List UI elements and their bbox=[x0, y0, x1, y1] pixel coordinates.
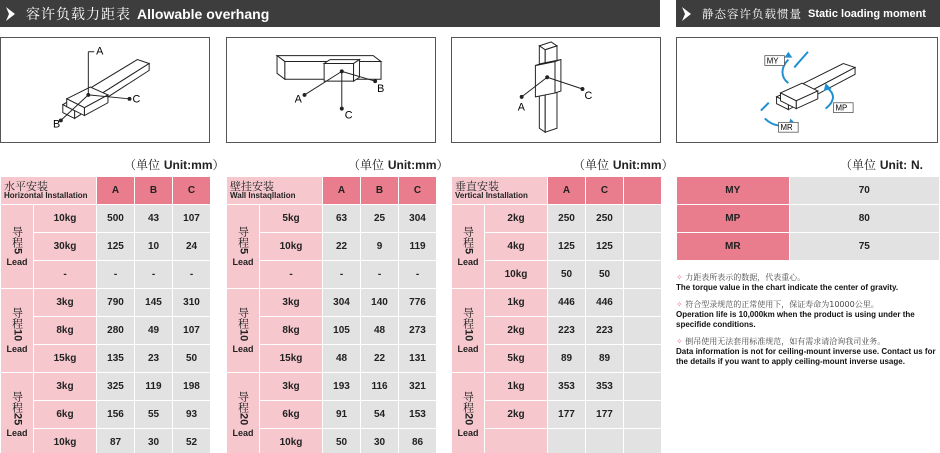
value-cell: 156 bbox=[97, 401, 135, 429]
label-b: B bbox=[52, 118, 61, 131]
value-cell: 63 bbox=[323, 205, 361, 233]
table-row bbox=[452, 289, 662, 317]
load-cell: 8kg bbox=[34, 317, 97, 345]
value-cell: 24 bbox=[173, 233, 211, 261]
label-c: C bbox=[584, 89, 593, 102]
chevron-right-icon bbox=[676, 0, 698, 27]
label-c: C bbox=[132, 93, 141, 106]
label-b: B bbox=[377, 82, 385, 95]
value-cell: 48 bbox=[361, 317, 399, 345]
column-header-c: C bbox=[399, 177, 437, 205]
value-cell: 119 bbox=[399, 233, 437, 261]
value-cell: 223 bbox=[548, 317, 586, 345]
lead-label: 导程 5 Lead bbox=[227, 205, 260, 289]
value-cell: 43 bbox=[135, 205, 173, 233]
moment-name-cell: MP bbox=[677, 205, 790, 233]
load-cell: 6kg bbox=[260, 401, 323, 429]
value-cell: 107 bbox=[173, 205, 211, 233]
value-cell: 153 bbox=[399, 401, 437, 429]
empty-cell bbox=[624, 261, 662, 289]
value-cell: 223 bbox=[586, 317, 624, 345]
value-cell: 125 bbox=[97, 233, 135, 261]
value-cell: 50 bbox=[586, 261, 624, 289]
static-moment-banner bbox=[676, 0, 940, 27]
lead-label: 导程 10 Lead bbox=[1, 289, 34, 373]
value-cell: 131 bbox=[399, 345, 437, 373]
value-cell: 280 bbox=[97, 317, 135, 345]
label-a: A bbox=[517, 101, 525, 114]
value-cell: 89 bbox=[586, 345, 624, 373]
star-icon: ✧ bbox=[676, 273, 683, 282]
label-my: MY bbox=[766, 56, 779, 66]
lead-label: 导程 5 Lead bbox=[1, 205, 34, 289]
value-cell: - bbox=[399, 261, 437, 289]
label-a: A bbox=[294, 93, 302, 106]
load-cell: 15kg bbox=[34, 345, 97, 373]
value-cell: 250 bbox=[548, 205, 586, 233]
label-a: A bbox=[96, 45, 104, 58]
load-cell: - bbox=[260, 261, 323, 289]
value-cell: 55 bbox=[135, 401, 173, 429]
horizontal-install-diagram bbox=[0, 37, 210, 143]
load-cell bbox=[485, 429, 548, 453]
value-cell: 89 bbox=[548, 345, 586, 373]
value-cell: - bbox=[97, 261, 135, 289]
load-cell: 2kg bbox=[485, 401, 548, 429]
value-cell: 49 bbox=[135, 317, 173, 345]
value-cell: 86 bbox=[399, 429, 437, 453]
value-cell: 273 bbox=[399, 317, 437, 345]
value-cell bbox=[586, 429, 624, 453]
column-header-b: B bbox=[135, 177, 173, 205]
moment-diagram bbox=[676, 37, 938, 143]
value-cell: 87 bbox=[97, 429, 135, 453]
value-cell: - bbox=[361, 261, 399, 289]
column-header-a: A bbox=[323, 177, 361, 205]
load-cell: 30kg bbox=[34, 233, 97, 261]
value-cell: 140 bbox=[361, 289, 399, 317]
load-cell: 4kg bbox=[485, 233, 548, 261]
value-cell: 135 bbox=[97, 345, 135, 373]
value-cell: 10 bbox=[135, 233, 173, 261]
banner-title-en: Static loading moment bbox=[808, 7, 926, 20]
value-cell: 353 bbox=[586, 373, 624, 401]
empty-cell bbox=[624, 289, 662, 317]
moment-value-cell: 70 bbox=[789, 177, 939, 205]
load-cell: 2kg bbox=[485, 205, 548, 233]
vertical-install-diagram bbox=[451, 37, 661, 143]
value-cell: 198 bbox=[173, 373, 211, 401]
value-cell: - bbox=[135, 261, 173, 289]
value-cell: 250 bbox=[586, 205, 624, 233]
value-cell: - bbox=[323, 261, 361, 289]
horizontal-installation-table bbox=[0, 176, 211, 453]
allowable-overhang-banner bbox=[0, 0, 660, 27]
column-header-c: C bbox=[173, 177, 211, 205]
value-cell: 119 bbox=[135, 373, 173, 401]
load-cell: 3kg bbox=[34, 373, 97, 401]
value-cell: 105 bbox=[323, 317, 361, 345]
load-cell: 10kg bbox=[34, 429, 97, 453]
column-header-c: C bbox=[586, 177, 624, 205]
load-cell: 1kg bbox=[485, 289, 548, 317]
load-cell: 5kg bbox=[485, 345, 548, 373]
column-header-a: A bbox=[97, 177, 135, 205]
value-cell: 446 bbox=[548, 289, 586, 317]
table-row bbox=[677, 233, 940, 261]
moment-value-cell: 80 bbox=[789, 205, 939, 233]
value-cell: 446 bbox=[586, 289, 624, 317]
value-cell: 116 bbox=[361, 373, 399, 401]
value-cell: 790 bbox=[97, 289, 135, 317]
moment-name-cell: MY bbox=[677, 177, 790, 205]
lead-label: 导程 5 Lead bbox=[452, 205, 485, 289]
table-title: 水平安装 Horizontal Installation bbox=[1, 177, 97, 205]
value-cell: 325 bbox=[97, 373, 135, 401]
banner-title-zh: 容许负载力距表 bbox=[26, 6, 131, 23]
star-icon: ✧ bbox=[676, 300, 683, 309]
table-row bbox=[227, 205, 437, 233]
load-cell: 6kg bbox=[34, 401, 97, 429]
value-cell: 93 bbox=[173, 401, 211, 429]
wall-install-diagram bbox=[226, 37, 436, 143]
table-row bbox=[677, 177, 940, 205]
column-header-a: A bbox=[548, 177, 586, 205]
value-cell: 22 bbox=[361, 345, 399, 373]
value-cell: 125 bbox=[548, 233, 586, 261]
empty-cell bbox=[624, 429, 662, 453]
value-cell: 25 bbox=[361, 205, 399, 233]
empty-cell bbox=[624, 233, 662, 261]
moment-value-cell: 75 bbox=[789, 233, 939, 261]
value-cell: 125 bbox=[586, 233, 624, 261]
value-cell: 52 bbox=[173, 429, 211, 453]
table-row bbox=[1, 289, 211, 317]
value-cell: 91 bbox=[323, 401, 361, 429]
value-cell: 50 bbox=[173, 345, 211, 373]
chevron-right-icon bbox=[0, 0, 22, 27]
load-cell: 10kg bbox=[260, 233, 323, 261]
unit-label-vertical: （单位 Unit:mm） bbox=[573, 158, 674, 172]
value-cell: 304 bbox=[323, 289, 361, 317]
load-cell: 3kg bbox=[34, 289, 97, 317]
unit-label-moment: （单位 Unit: N. bbox=[840, 158, 923, 172]
value-cell: 48 bbox=[323, 345, 361, 373]
notes-section bbox=[676, 273, 938, 374]
load-cell: 3kg bbox=[260, 289, 323, 317]
value-cell: 177 bbox=[548, 401, 586, 429]
value-cell: 50 bbox=[323, 429, 361, 453]
table-row bbox=[452, 373, 662, 401]
lead-label: 导程 10 Lead bbox=[452, 289, 485, 373]
value-cell: 9 bbox=[361, 233, 399, 261]
lead-label: 导程 20 Lead bbox=[227, 373, 260, 453]
load-cell: 3kg bbox=[260, 373, 323, 401]
load-cell: 2kg bbox=[485, 317, 548, 345]
value-cell: 193 bbox=[323, 373, 361, 401]
value-cell: 776 bbox=[399, 289, 437, 317]
value-cell: 145 bbox=[135, 289, 173, 317]
star-icon: ✧ bbox=[676, 337, 683, 346]
banner-title-en: Allowable overhang bbox=[137, 5, 270, 22]
lead-label: 导程 25 Lead bbox=[1, 373, 34, 453]
empty-cell bbox=[624, 317, 662, 345]
value-cell: 30 bbox=[135, 429, 173, 453]
wall-installation-table bbox=[226, 176, 437, 453]
value-cell: 22 bbox=[323, 233, 361, 261]
column-header-blank bbox=[624, 177, 662, 205]
note-item: ✧ 力距表所表示的数据，代表重心。 The torque value in the chart indicate the center of gravity. bbox=[676, 273, 899, 292]
label-mp: MP bbox=[835, 103, 848, 113]
load-cell: 15kg bbox=[260, 345, 323, 373]
load-cell: 10kg bbox=[260, 429, 323, 453]
lead-label: 导程 20 Lead bbox=[452, 373, 485, 453]
table-row bbox=[677, 205, 940, 233]
empty-cell bbox=[624, 373, 662, 401]
note-item: ✧ 符合型录规范的正常使用下，保证寿命为10000公里。 Operation life is 10,000km when the product is using under the specifide conditions. bbox=[676, 300, 915, 329]
note-item: ✧ 倒吊使用无法套用标准规范，如有需求请洽询我司业务。 Data information is not for ceiling-mount inverse use. Contact us for the details if you want to apply ceiling-mount inverse usage. bbox=[676, 337, 936, 366]
table-title: 垂直安装 Vertical Installation bbox=[452, 177, 548, 205]
static-moment-table bbox=[676, 176, 940, 261]
empty-cell bbox=[624, 345, 662, 373]
load-cell: 10kg bbox=[485, 261, 548, 289]
empty-cell bbox=[624, 401, 662, 429]
value-cell: 50 bbox=[548, 261, 586, 289]
value-cell: 107 bbox=[173, 317, 211, 345]
value-cell: 177 bbox=[586, 401, 624, 429]
label-c: C bbox=[344, 109, 353, 122]
value-cell: 310 bbox=[173, 289, 211, 317]
table-title: 壁挂安装 Wall Instaqllation bbox=[227, 177, 323, 205]
value-cell: 500 bbox=[97, 205, 135, 233]
value-cell: 23 bbox=[135, 345, 173, 373]
empty-cell bbox=[624, 205, 662, 233]
value-cell bbox=[548, 429, 586, 453]
value-cell: 54 bbox=[361, 401, 399, 429]
load-cell: 8kg bbox=[260, 317, 323, 345]
vertical-installation-table bbox=[451, 176, 662, 453]
label-mr: MR bbox=[780, 123, 793, 133]
unit-label-wall: （单位 Unit:mm） bbox=[348, 158, 449, 172]
value-cell: 30 bbox=[361, 429, 399, 453]
table-row bbox=[227, 289, 437, 317]
value-cell: 321 bbox=[399, 373, 437, 401]
value-cell: - bbox=[173, 261, 211, 289]
table-row bbox=[227, 373, 437, 401]
load-cell: - bbox=[34, 261, 97, 289]
load-cell: 1kg bbox=[485, 373, 548, 401]
value-cell: 353 bbox=[548, 373, 586, 401]
unit-label-horizontal: （单位 Unit:mm） bbox=[124, 158, 225, 172]
load-cell: 10kg bbox=[34, 205, 97, 233]
table-row bbox=[1, 373, 211, 401]
banner-title-zh: 静态容许负载惯量 bbox=[702, 6, 802, 21]
value-cell: 304 bbox=[399, 205, 437, 233]
table-row bbox=[452, 205, 662, 233]
column-header-b: B bbox=[361, 177, 399, 205]
table-row bbox=[1, 205, 211, 233]
load-cell: 5kg bbox=[260, 205, 323, 233]
moment-name-cell: MR bbox=[677, 233, 790, 261]
lead-label: 导程 10 Lead bbox=[227, 289, 260, 373]
